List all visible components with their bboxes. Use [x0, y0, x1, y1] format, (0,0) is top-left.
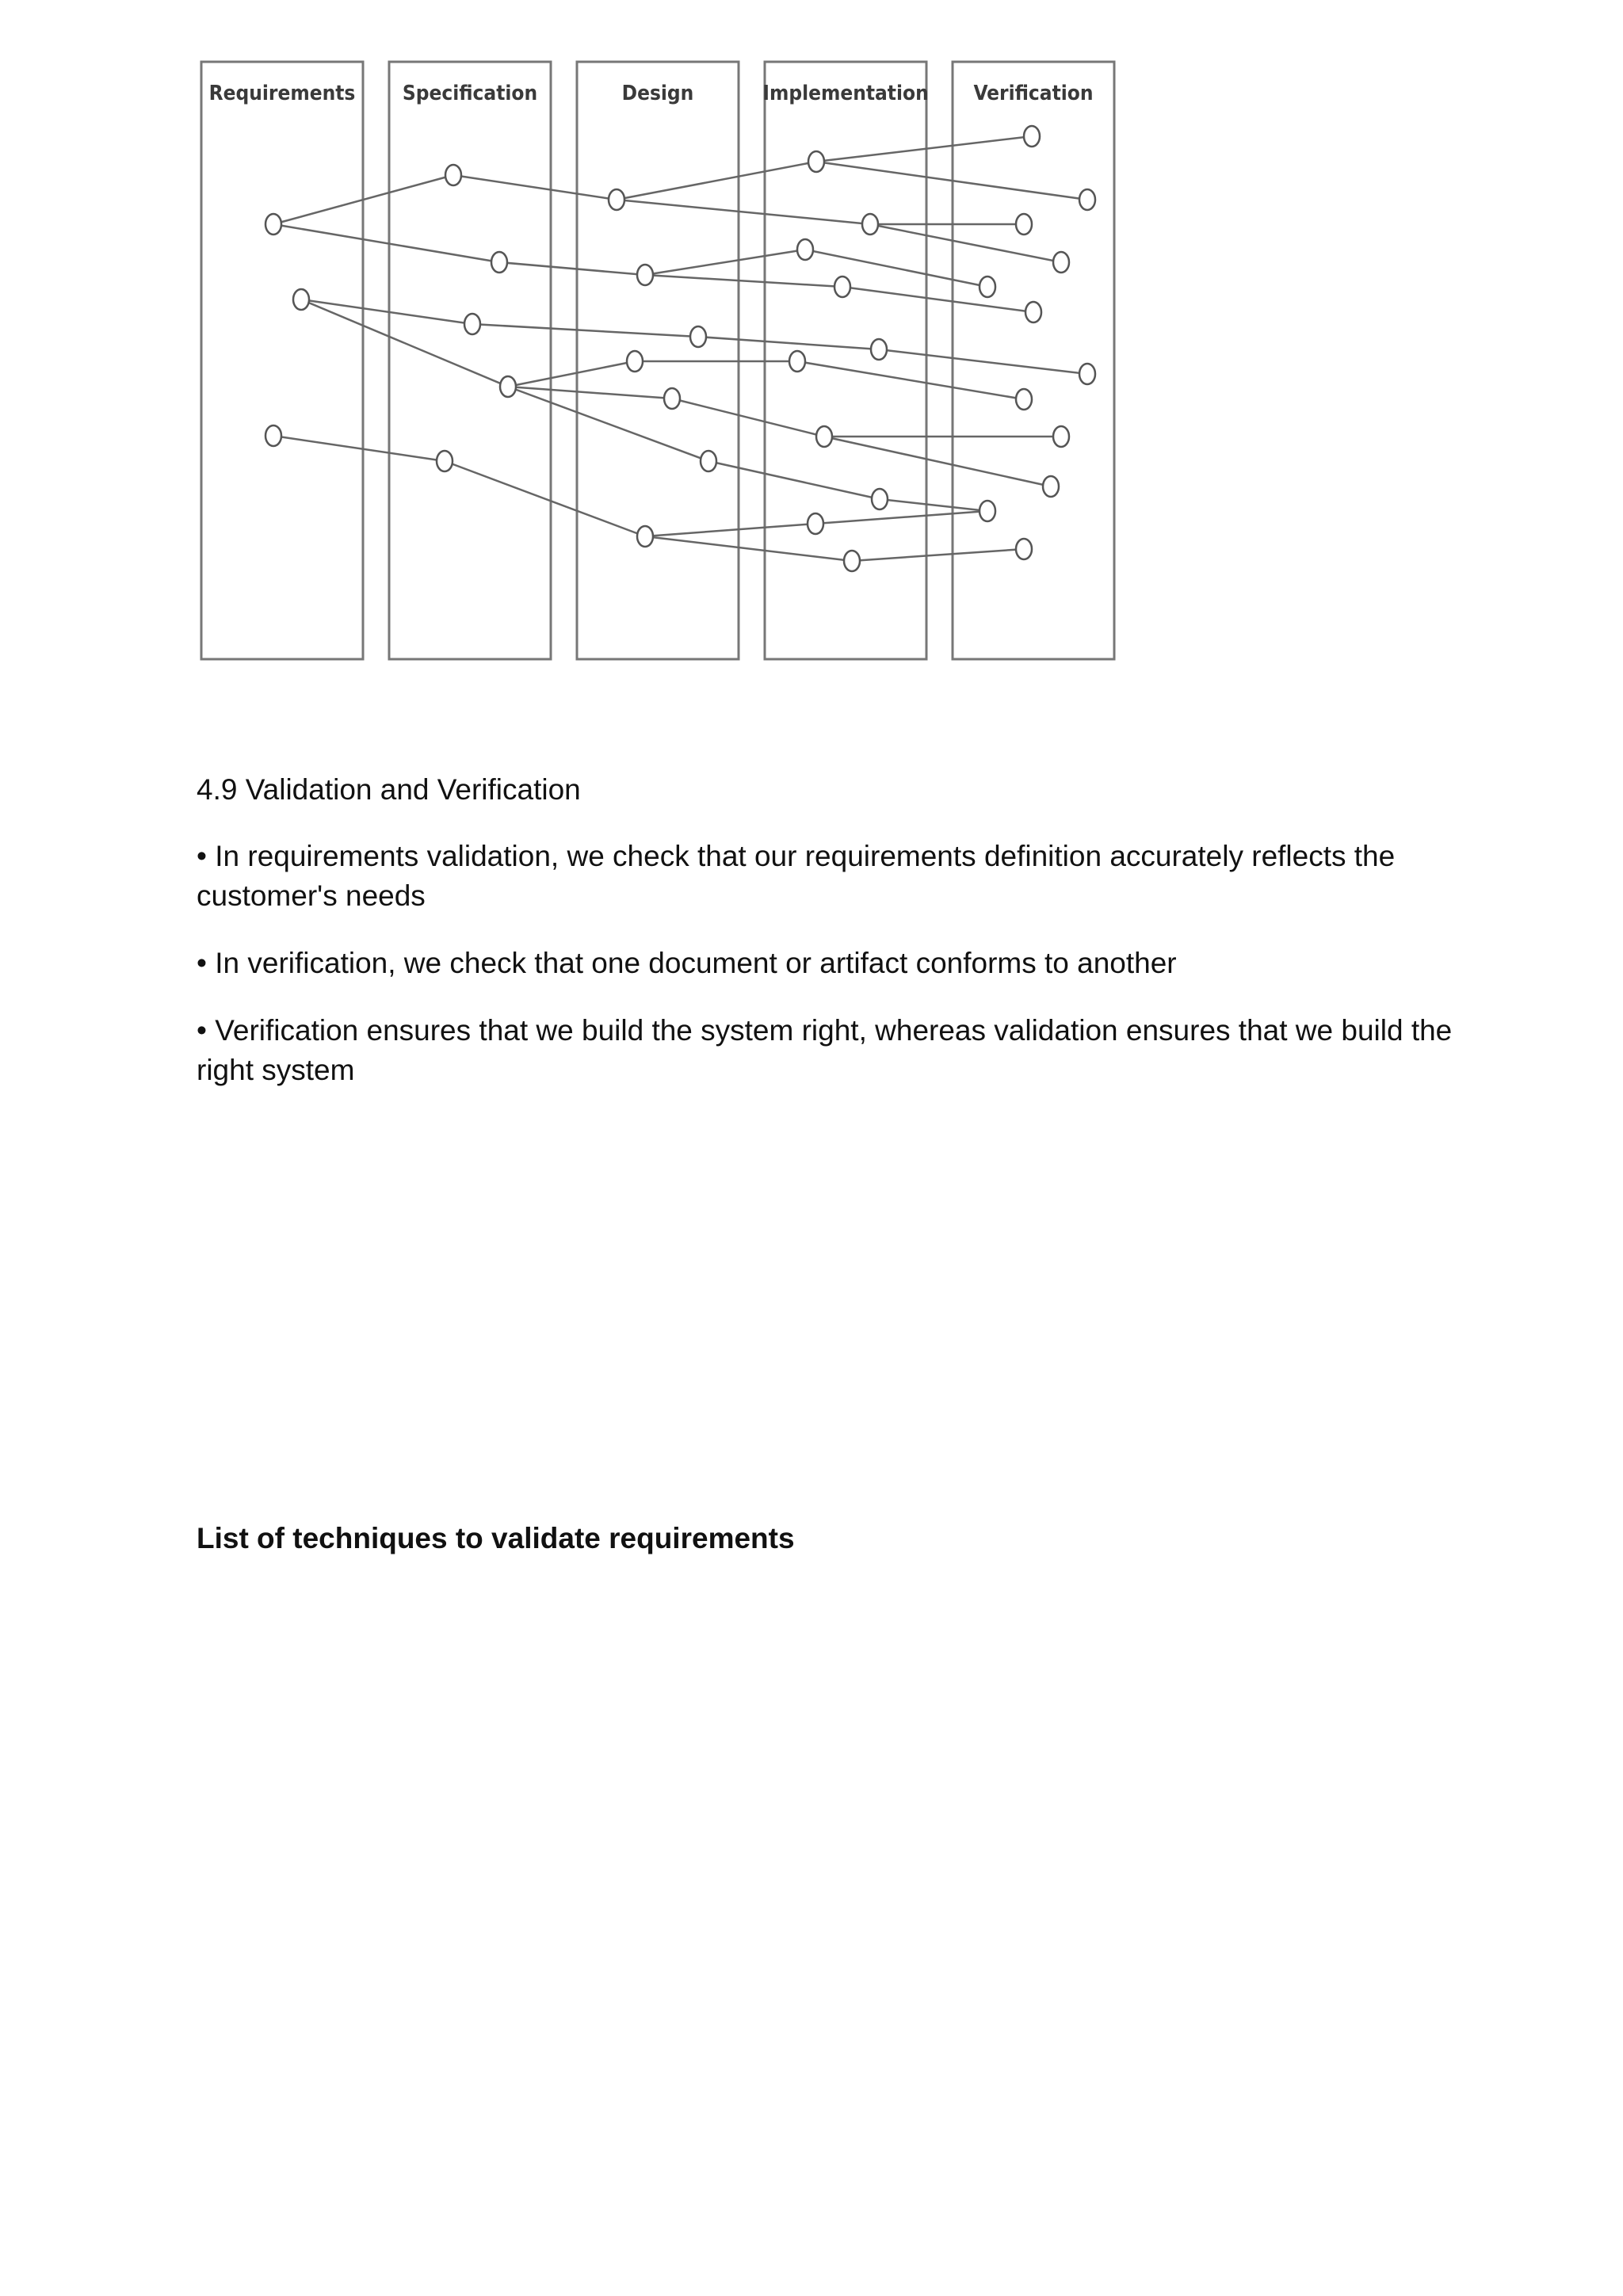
- trace-link: [301, 299, 508, 387]
- trace-node: [265, 214, 281, 235]
- trace-node: [980, 501, 995, 521]
- trace-node: [1053, 252, 1069, 273]
- column-label-requirements: Requirements: [208, 82, 356, 105]
- trace-node: [844, 551, 860, 571]
- trace-link: [815, 511, 987, 524]
- trace-node: [690, 326, 706, 347]
- trace-node: [293, 289, 309, 310]
- section-heading: 4.9 Validation and Verification: [197, 773, 581, 806]
- trace-link: [880, 499, 987, 511]
- trace-link: [645, 524, 815, 536]
- trace-node: [464, 314, 480, 334]
- trace-node: [701, 451, 716, 471]
- trace-node: [437, 451, 453, 471]
- bullet-requirements-validation: • In requirements validation, we check that our requirements definition accurately reflects the customer's needs: [197, 840, 1396, 912]
- trace-node: [1079, 189, 1095, 210]
- trace-link: [879, 349, 1087, 374]
- trace-link: [708, 461, 880, 499]
- trace-link: [472, 324, 698, 337]
- trace-link: [672, 399, 824, 437]
- trace-node: [808, 513, 823, 534]
- trace-link: [508, 361, 635, 387]
- trace-node: [1024, 126, 1040, 147]
- column-box-requirements: [201, 62, 363, 659]
- column-label-verification: Verification: [973, 82, 1094, 105]
- trace-link: [645, 275, 842, 287]
- trace-link: [816, 136, 1032, 162]
- trace-link: [301, 299, 472, 324]
- traceability-diagram: [0, 0, 1623, 713]
- trace-node: [265, 425, 281, 446]
- trace-link: [645, 536, 852, 561]
- trace-link: [445, 461, 645, 536]
- trace-node: [816, 426, 832, 447]
- column-label-implementation: Implementation: [762, 82, 929, 105]
- trace-link: [645, 250, 805, 275]
- column-label-design: Design: [621, 82, 694, 105]
- trace-node: [862, 214, 878, 235]
- trace-link: [870, 224, 1061, 262]
- trace-node: [637, 526, 653, 547]
- techniques-list-heading: List of techniques to validate requirements: [197, 1522, 795, 1554]
- trace-node: [789, 351, 805, 372]
- trace-node: [980, 277, 995, 297]
- trace-node: [872, 489, 888, 509]
- trace-link: [842, 287, 1033, 312]
- trace-node: [808, 151, 824, 172]
- bullet-verification: • In verification, we check that one document or artifact conforms to another: [197, 947, 1177, 979]
- trace-link: [805, 250, 987, 287]
- trace-link: [797, 361, 1024, 399]
- trace-node: [1043, 476, 1059, 497]
- column-label-specification: Specification: [402, 82, 538, 105]
- trace-link: [499, 262, 645, 275]
- column-labels: [209, 82, 1094, 105]
- trace-node: [637, 265, 653, 285]
- trace-node: [834, 277, 850, 297]
- trace-node: [491, 252, 507, 273]
- trace-node: [1025, 302, 1041, 322]
- trace-node: [1079, 364, 1095, 384]
- trace-link: [824, 437, 1051, 486]
- bullet-verification-vs-validation: • Verification ensures that we build the system right, whereas validation ensures that we build the right system: [197, 1014, 1453, 1086]
- trace-node: [1016, 539, 1032, 559]
- trace-link: [617, 162, 816, 200]
- trace-link: [617, 200, 870, 224]
- trace-link: [698, 337, 879, 349]
- trace-node: [627, 351, 643, 372]
- trace-node: [797, 239, 813, 260]
- trace-node: [1016, 214, 1032, 235]
- trace-node: [609, 189, 624, 210]
- trace-node: [871, 339, 887, 360]
- trace-node: [500, 376, 516, 397]
- column-box-specification: [389, 62, 551, 659]
- trace-link: [273, 224, 499, 262]
- trace-node: [1053, 426, 1069, 447]
- trace-links: [273, 136, 1087, 561]
- trace-node: [664, 388, 680, 409]
- trace-link: [273, 436, 445, 461]
- trace-link: [852, 549, 1024, 561]
- trace-node: [1016, 389, 1032, 410]
- trace-link: [453, 175, 617, 200]
- trace-node: [445, 165, 461, 185]
